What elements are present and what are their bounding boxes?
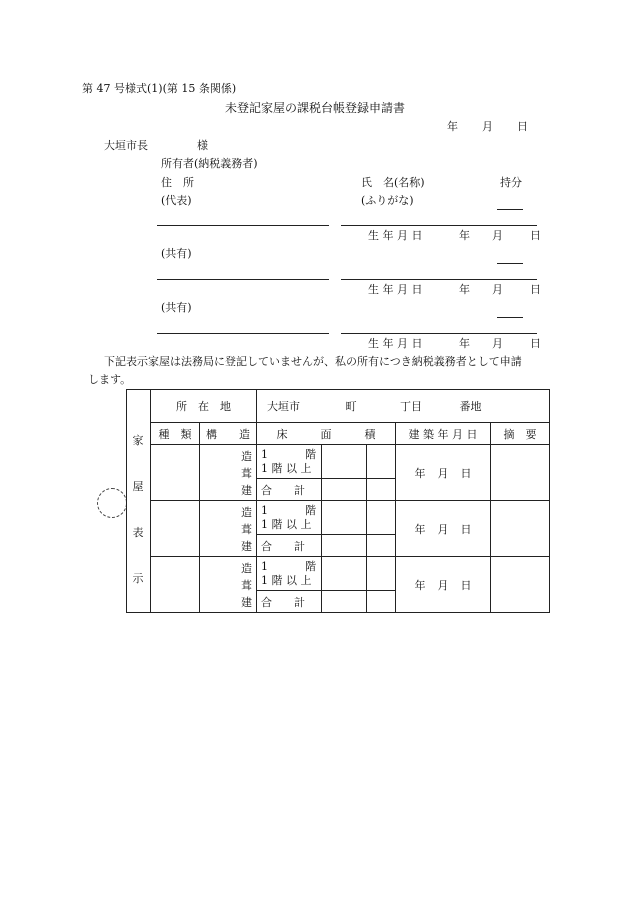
build-date-cell[interactable]	[396, 501, 491, 557]
build-date-cell[interactable]	[396, 445, 491, 501]
remarks-cell[interactable]	[491, 501, 550, 557]
share-blank-3[interactable]	[497, 317, 523, 318]
statement-line-2: します。	[88, 373, 132, 386]
build-day: 日	[460, 578, 472, 592]
struct-char: 建	[241, 540, 252, 553]
struct-char: 葺	[241, 467, 252, 480]
birth-year-2: 年	[459, 283, 470, 296]
location-field[interactable]	[257, 390, 550, 423]
struct-char: 葺	[241, 523, 252, 536]
side-label-char: 屋	[132, 480, 144, 493]
floor-1-num: 1	[261, 447, 268, 461]
remarks-cell[interactable]	[491, 445, 550, 501]
total-area-int[interactable]	[322, 535, 367, 557]
address-line-2[interactable]	[157, 279, 329, 280]
representative-label: (代表)	[161, 194, 192, 207]
floor-1-num: 1	[261, 559, 268, 573]
kind-cell[interactable]	[151, 557, 200, 613]
location-city: 大垣市	[267, 400, 300, 413]
side-label-char: 示	[132, 572, 144, 585]
birth-month-3: 月	[492, 337, 503, 350]
floor-area-int[interactable]	[322, 557, 367, 591]
struct-char: 建	[241, 596, 252, 609]
address-line-3[interactable]	[157, 333, 329, 334]
floor-area-dec[interactable]	[367, 445, 396, 479]
floor-1-kai: 階	[305, 503, 316, 517]
floor-area-int[interactable]	[322, 445, 367, 479]
side-label-char: 家	[132, 434, 144, 447]
floor-2-plus: 1 階 以 上	[261, 461, 312, 475]
build-day: 日	[460, 466, 472, 480]
birthdate-label-3: 生 年 月 日	[368, 337, 423, 350]
header-kind: 種 類	[151, 423, 200, 445]
struct-char: 造	[241, 562, 252, 575]
build-month: 月	[437, 522, 449, 536]
floor-2-plus: 1 階 以 上	[261, 573, 312, 587]
house-table	[126, 389, 550, 613]
floor-2-plus: 1 階 以 上	[261, 517, 312, 531]
build-day: 日	[460, 522, 472, 536]
floor-1-kai: 階	[305, 447, 316, 461]
birth-month-1: 月	[492, 229, 503, 242]
total-area-int[interactable]	[322, 591, 367, 613]
build-year: 年	[414, 522, 426, 536]
location-banchi: 番地	[459, 400, 482, 413]
total-area-dec[interactable]	[367, 479, 396, 501]
name-line-2[interactable]	[341, 279, 537, 280]
name-label: 氏 名(名称)	[361, 176, 425, 189]
birthdate-label-1: 生 年 月 日	[368, 229, 423, 242]
addressee: 大垣市長	[104, 139, 148, 152]
side-label-cell	[127, 390, 151, 613]
share-blank-1[interactable]	[497, 209, 523, 210]
side-label-char: 表	[132, 526, 144, 539]
form-title: 未登記家屋の課税台帳登録申請書	[225, 101, 406, 115]
kind-cell[interactable]	[151, 445, 200, 501]
form-number: 第 47 号様式(1)(第 15 条関係)	[82, 82, 237, 95]
birth-year-1: 年	[459, 229, 470, 242]
birth-year-3: 年	[459, 337, 470, 350]
header-floor-area: 床 面 積	[257, 423, 396, 445]
date-month-label: 月	[482, 120, 493, 133]
owner-heading: 所有者(納税義務者)	[161, 157, 258, 170]
birth-day-1: 日	[530, 229, 541, 242]
total-area-dec[interactable]	[367, 591, 396, 613]
floor-label-cell	[257, 445, 322, 479]
birthdate-label-2: 生 年 月 日	[368, 283, 423, 296]
birth-month-2: 月	[492, 283, 503, 296]
total-area-int[interactable]	[322, 479, 367, 501]
location-cho: 町	[345, 400, 357, 413]
floor-area-int[interactable]	[322, 501, 367, 535]
birth-day-3: 日	[530, 337, 541, 350]
floor-area-dec[interactable]	[367, 557, 396, 591]
build-year: 年	[414, 578, 426, 592]
header-remarks: 摘 要	[491, 423, 550, 445]
floor-label-cell	[257, 557, 322, 591]
location-label: 所 在 地	[151, 390, 257, 423]
struct-char: 建	[241, 484, 252, 497]
floor-label-cell	[257, 501, 322, 535]
share-label: 持分	[500, 176, 522, 189]
address-label: 住 所	[161, 176, 194, 189]
coowner-label-1: (共有)	[161, 247, 192, 260]
remarks-cell[interactable]	[491, 557, 550, 613]
name-line-3[interactable]	[341, 333, 537, 334]
total-label: 合 計	[257, 591, 322, 613]
total-label: 合 計	[257, 479, 322, 501]
addressee-honorific: 様	[197, 139, 208, 152]
struct-char: 造	[241, 450, 252, 463]
birth-day-2: 日	[530, 283, 541, 296]
statement-line-1: 下記表示家屋は法務局に登記していませんが、私の所有につき納税義務者として申請	[104, 355, 522, 368]
share-blank-2[interactable]	[497, 263, 523, 264]
coowner-label-2: (共有)	[161, 301, 192, 314]
kind-cell[interactable]	[151, 501, 200, 557]
location-chome: 丁目	[400, 400, 422, 413]
build-month: 月	[437, 466, 449, 480]
build-month: 月	[437, 578, 449, 592]
build-date-cell[interactable]	[396, 557, 491, 613]
name-line-1[interactable]	[341, 225, 537, 226]
struct-char: 造	[241, 506, 252, 519]
structure-cell[interactable]	[200, 557, 257, 613]
struct-char: 葺	[241, 579, 252, 592]
floor-area-dec[interactable]	[367, 501, 396, 535]
header-structure: 構 造	[200, 423, 257, 445]
total-area-dec[interactable]	[367, 535, 396, 557]
structure-cell[interactable]	[200, 445, 257, 501]
build-year: 年	[414, 466, 426, 480]
total-label: 合 計	[257, 535, 322, 557]
date-day-label: 日	[517, 120, 528, 133]
seal-circle	[97, 488, 127, 518]
address-line-1[interactable]	[157, 225, 329, 226]
date-year-label: 年	[447, 120, 458, 133]
floor-1-num: 1	[261, 503, 268, 517]
structure-cell[interactable]	[200, 501, 257, 557]
header-build-date: 建 築 年 月 日	[396, 423, 491, 445]
furigana-label: (ふりがな)	[361, 194, 414, 207]
floor-1-kai: 階	[305, 559, 316, 573]
